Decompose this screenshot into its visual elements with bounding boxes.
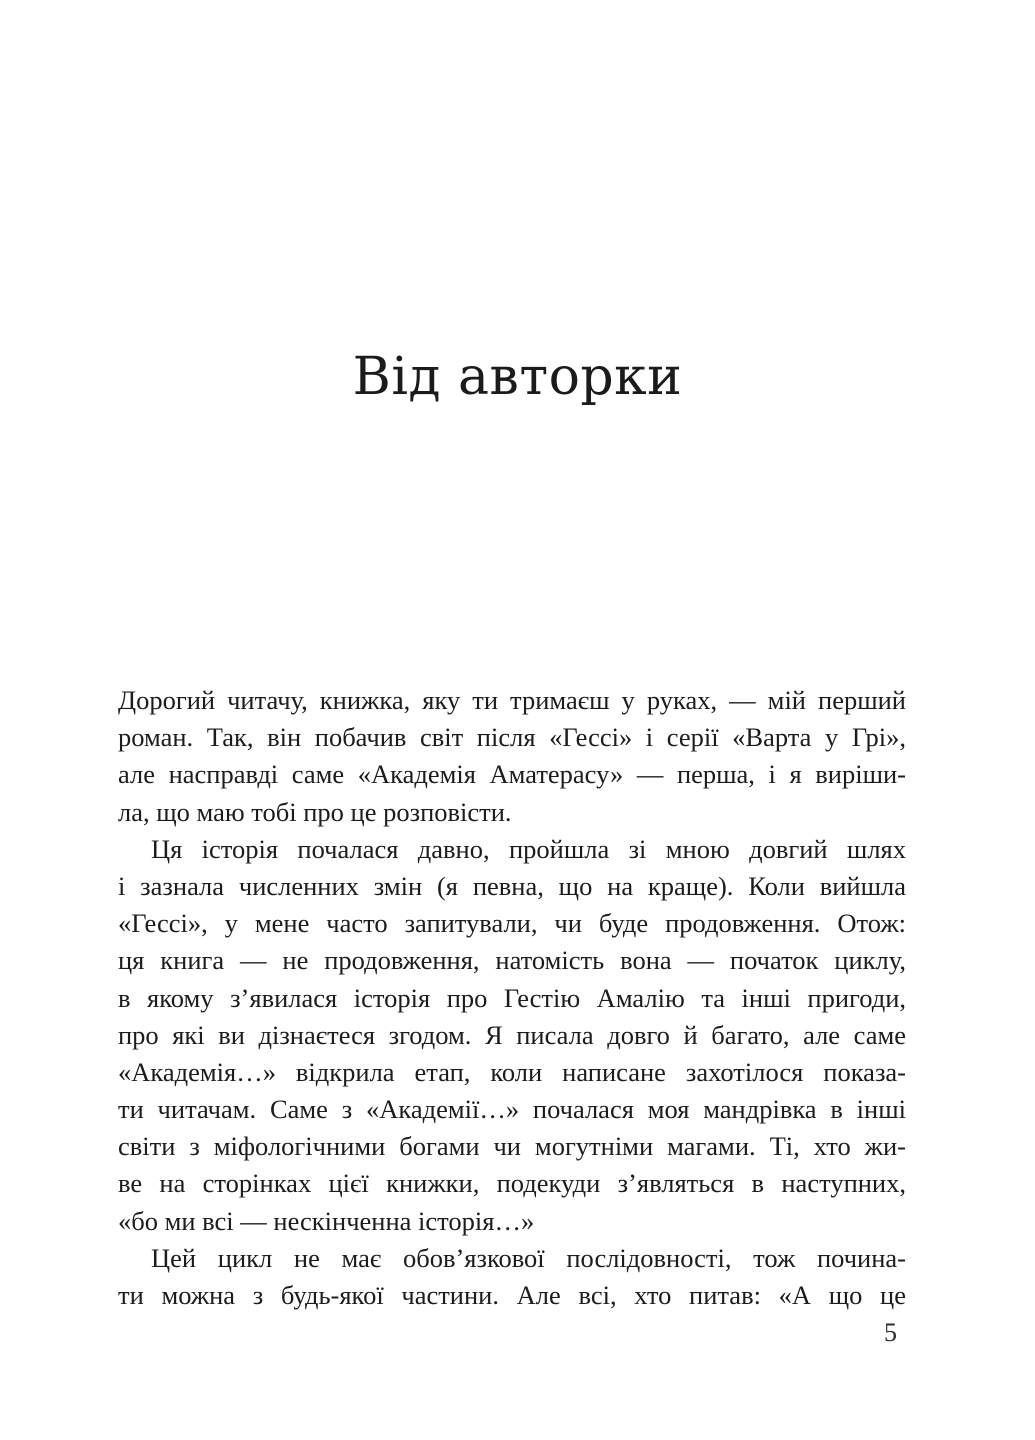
text-line: ти можна з будь-якої частини. Але всі, хто питав: «А що це xyxy=(118,1280,906,1310)
paragraph-1 xyxy=(118,682,906,831)
text-line: Ця історія почалася давно, пройшла зі мною довгий шлях xyxy=(151,833,906,864)
text-line: світи з міфологічними богами чи могутніми магами. Ті, хто жи- xyxy=(118,1131,906,1162)
text-line: «бо ми всі — нескінченна історія…» xyxy=(118,1205,535,1236)
page-number: 5 xyxy=(884,1318,897,1347)
text-line: про які ви дізнаєтеся згодом. Я писала довго й багато, але саме xyxy=(118,1019,906,1050)
text-line: ла, що маю тобі про це розповісти. xyxy=(118,796,512,827)
body-text xyxy=(118,682,906,1314)
text-line: ти читачам. Саме з «Академії…» почалася моя мандрівка в інші xyxy=(118,1094,906,1125)
paragraph-2 xyxy=(118,831,906,1240)
text-line: ве на сторінках цієї книжки, подекуди з’являться в наступних, xyxy=(118,1168,906,1199)
text-line: роман. Так, він побачив світ після «Гессі» і серії «Варта у Грі», xyxy=(118,722,906,753)
text-line: «Академія…» відкрила етап, коли написане захотілося показа- xyxy=(118,1056,906,1087)
chapter-title: Від авторки xyxy=(352,347,683,407)
text-line: але насправді саме «Академія Аматерасу» — перша, і я виріши- xyxy=(118,759,906,790)
text-line: Дорогий читачу, книжка, яку ти тримаєш у руках, — мій перший xyxy=(118,685,906,715)
text-line: ця книга — не продовження, натомість вона — початок циклу, xyxy=(118,945,906,976)
text-line: Цей цикл не має обов’язкової послідовності, тож почина- xyxy=(151,1242,906,1273)
text-line: і зазнала численних змін (я певна, що на краще). Коли вийшла xyxy=(118,870,906,901)
text-line: в якому з’явилася історія про Гестію Амалію та інші пригоди, xyxy=(118,982,906,1013)
text-line: «Гессі», у мене часто запитували, чи буде продовження. Отож: xyxy=(118,908,906,939)
paragraph-3 xyxy=(118,1240,906,1314)
